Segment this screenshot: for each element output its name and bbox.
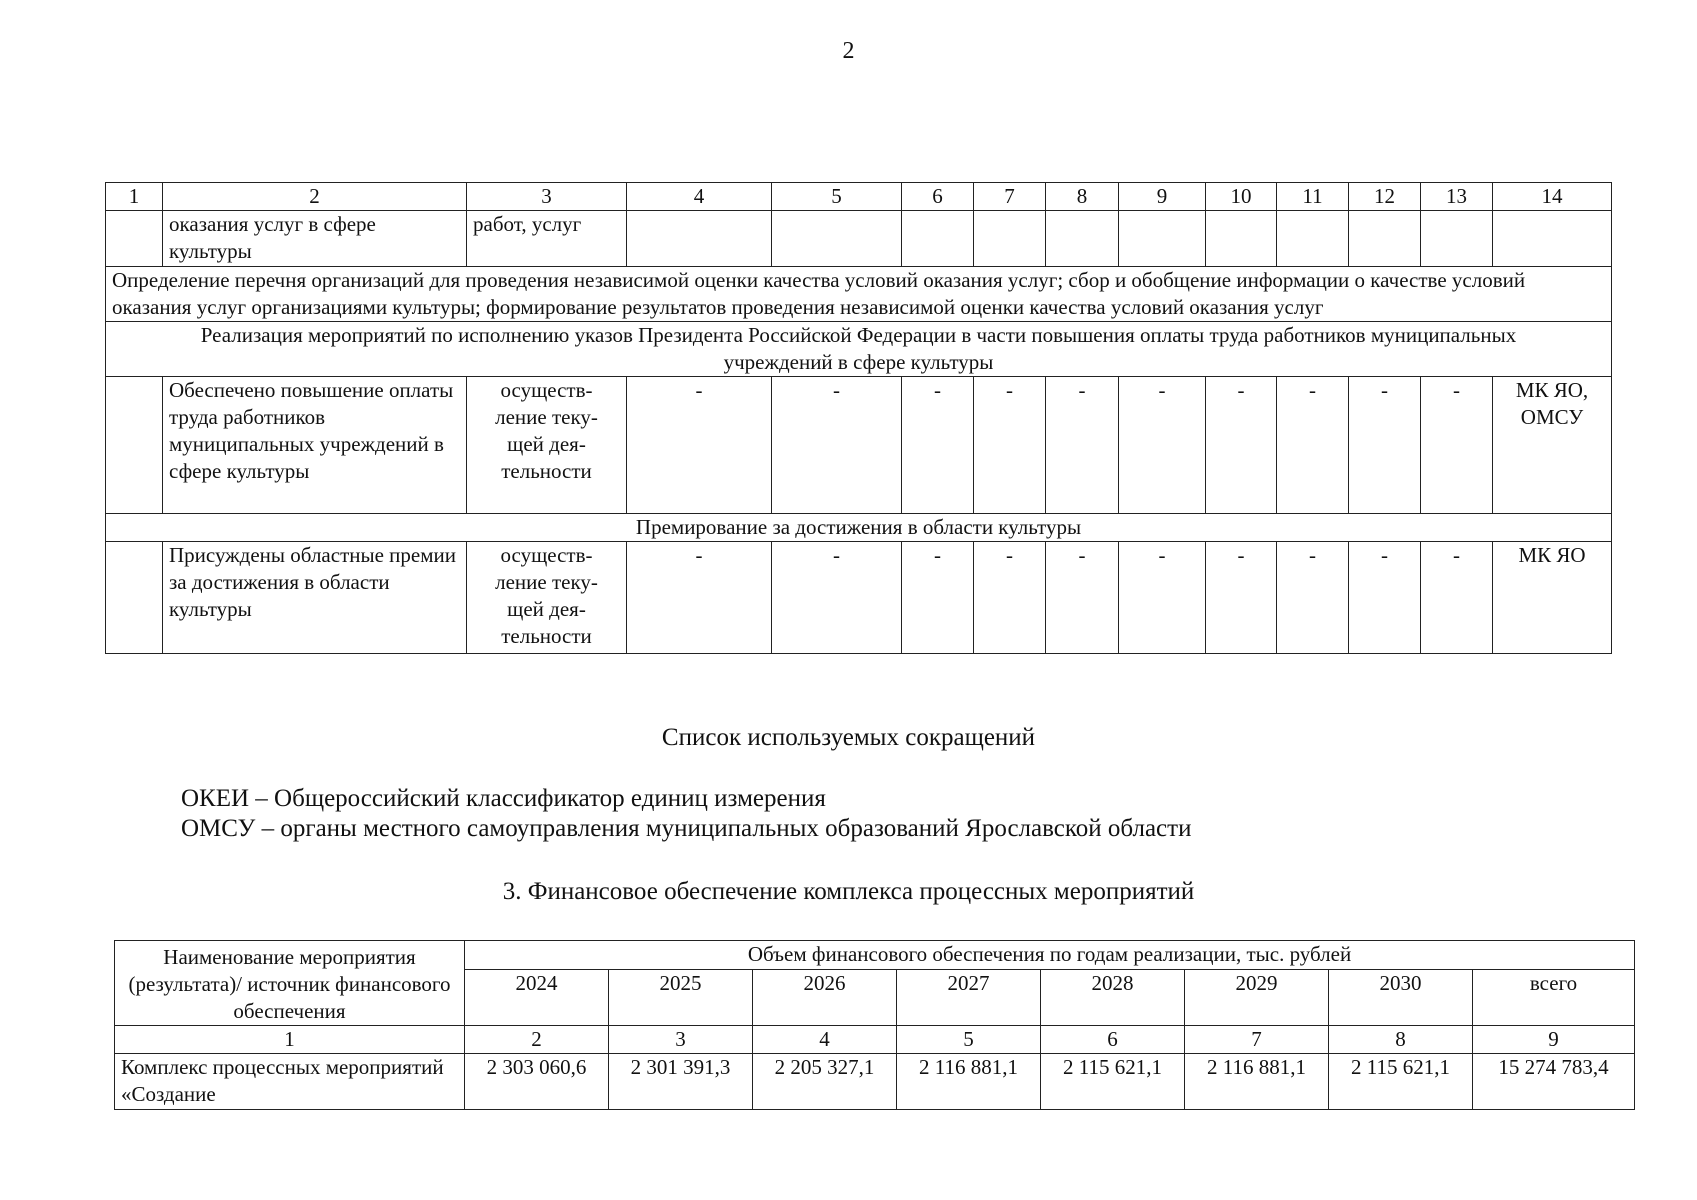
column-number: 3 [609,1026,753,1054]
dash-cell: - [772,377,902,514]
column-number: 4 [753,1026,897,1054]
financing-value: 2 303 060,6 [465,1054,609,1110]
abbreviations-title: Список используемых сокращений [661,724,1036,751]
table-cell [627,211,772,267]
dash-cell: - [1206,377,1277,514]
table-cell [1349,211,1421,267]
section-title-independent-assessment: Определение перечня организаций для проведения независимой оценки качества условий оказания услуг; сбор и обобщение информации о качестве условий оказания услуг организациями культуры; формирование результатов проведения независимой оценки качества условий оказания услуг [106,267,1612,322]
column-number: 3 [467,183,627,211]
table-cell [772,211,902,267]
abbreviation-item: ОМСУ – органы местного самоуправления муниципальных образований Ярославской области [181,815,1192,842]
table-cell [1277,211,1349,267]
column-number: 5 [897,1026,1041,1054]
column-number: 14 [1493,183,1612,211]
table-cell [1119,211,1206,267]
process-activities-table [105,182,1612,654]
table-row [106,211,1612,267]
section-row [106,267,1612,322]
result-name-cell: Обеспечено повышение оплаты труда работников муниципальных учреждений в сфере культуры [163,377,467,514]
column-number: 6 [1041,1026,1185,1054]
column-number: 12 [1349,183,1421,211]
financing-value: 2 115 621,1 [1329,1054,1473,1110]
column-number: 1 [115,1026,465,1054]
table-cell [106,377,163,514]
column-number: 7 [974,183,1046,211]
dash-cell: - [1277,542,1349,654]
table-cell [106,211,163,267]
dash-cell: - [1349,542,1421,654]
financing-value: 2 205 327,1 [753,1054,897,1110]
column-number: 9 [1473,1026,1635,1054]
total-header: всего [1473,970,1635,1026]
table-cell [106,542,163,654]
year-header: 2030 [1329,970,1473,1026]
page-number: 2 [842,38,855,64]
section-title-salary: Реализация мероприятий по исполнению указов Президента Российской Федерации в части повышения оплаты труда работников муниципальных учреждений в сфере культуры [106,322,1612,377]
year-header: 2026 [753,970,897,1026]
dash-cell: - [1046,542,1119,654]
result-type-cell: работ, услуг [467,211,627,267]
column-number: 8 [1329,1026,1473,1054]
result-name-cell: Присуждены областные премии за достижения в области культуры [163,542,467,654]
year-header: 2028 [1041,970,1185,1026]
abbreviation-item: ОКЕИ – Общероссийский классификатор единиц измерения [181,785,826,812]
column-number: 7 [1185,1026,1329,1054]
dash-cell: - [902,377,974,514]
column-number-row [106,183,1612,211]
dash-cell: - [627,542,772,654]
year-header: 2027 [897,970,1041,1026]
dash-cell: - [974,542,1046,654]
section-row [106,514,1612,542]
responsible-cell: МК ЯО [1493,542,1612,654]
column-number: 1 [106,183,163,211]
dash-cell: - [1206,542,1277,654]
financing-volume-header: Объем финансового обеспечения по годам реализации, тыс. рублей [465,941,1635,970]
dash-cell: - [627,377,772,514]
financing-value: 2 116 881,1 [1185,1054,1329,1110]
dash-cell: - [1119,542,1206,654]
dash-cell: - [902,542,974,654]
dash-cell: - [1119,377,1206,514]
abbreviations-list [181,784,1191,844]
financing-total-value: 15 274 783,4 [1473,1054,1635,1110]
section-title-awards: Премирование за достижения в области культуры [106,514,1612,542]
column-number: 2 [465,1026,609,1054]
year-header: 2029 [1185,970,1329,1026]
financing-row-name: Комплекс процессных мероприятий «Создание [115,1054,465,1110]
column-number: 6 [902,183,974,211]
financing-header-row [115,941,1635,970]
dash-cell: - [1421,542,1493,654]
column-number: 9 [1119,183,1206,211]
table-cell [974,211,1046,267]
column-number: 13 [1421,183,1493,211]
dash-cell: - [1277,377,1349,514]
dash-cell: - [1421,377,1493,514]
financing-column-number-row [115,1026,1635,1054]
table-cell [1493,211,1612,267]
financing-value: 2 301 391,3 [609,1054,753,1110]
responsible-cell: МК ЯО, ОМСУ [1493,377,1612,514]
year-header: 2024 [465,970,609,1026]
table-cell [1046,211,1119,267]
column-number: 10 [1206,183,1277,211]
result-type-cell: осуществ-ление теку-щей дея-тельности [467,377,627,514]
table-row [106,542,1612,654]
table-cell [1421,211,1493,267]
column-number: 11 [1277,183,1349,211]
financing-value: 2 116 881,1 [897,1054,1041,1110]
table-cell [1206,211,1277,267]
table-cell [902,211,974,267]
dash-cell: - [1046,377,1119,514]
dash-cell: - [1349,377,1421,514]
year-header: 2025 [609,970,753,1026]
column-number: 2 [163,183,467,211]
column-number: 4 [627,183,772,211]
table-row [106,377,1612,514]
activity-name-header: Наименование мероприятия (результата)/ источник финансового обеспечения [115,941,465,1026]
column-number: 8 [1046,183,1119,211]
financing-section-title: 3. Финансовое обеспечение комплекса процессных мероприятий [502,878,1195,905]
financing-value: 2 115 621,1 [1041,1054,1185,1110]
section-row [106,322,1612,377]
dash-cell: - [974,377,1046,514]
dash-cell: - [772,542,902,654]
financing-row [115,1054,1635,1110]
result-type-cell: осуществ-ление теку-щей дея-тельности [467,542,627,654]
result-name-cell: оказания услуг в сфере культуры [163,211,467,267]
financing-table [114,940,1635,1110]
column-number: 5 [772,183,902,211]
